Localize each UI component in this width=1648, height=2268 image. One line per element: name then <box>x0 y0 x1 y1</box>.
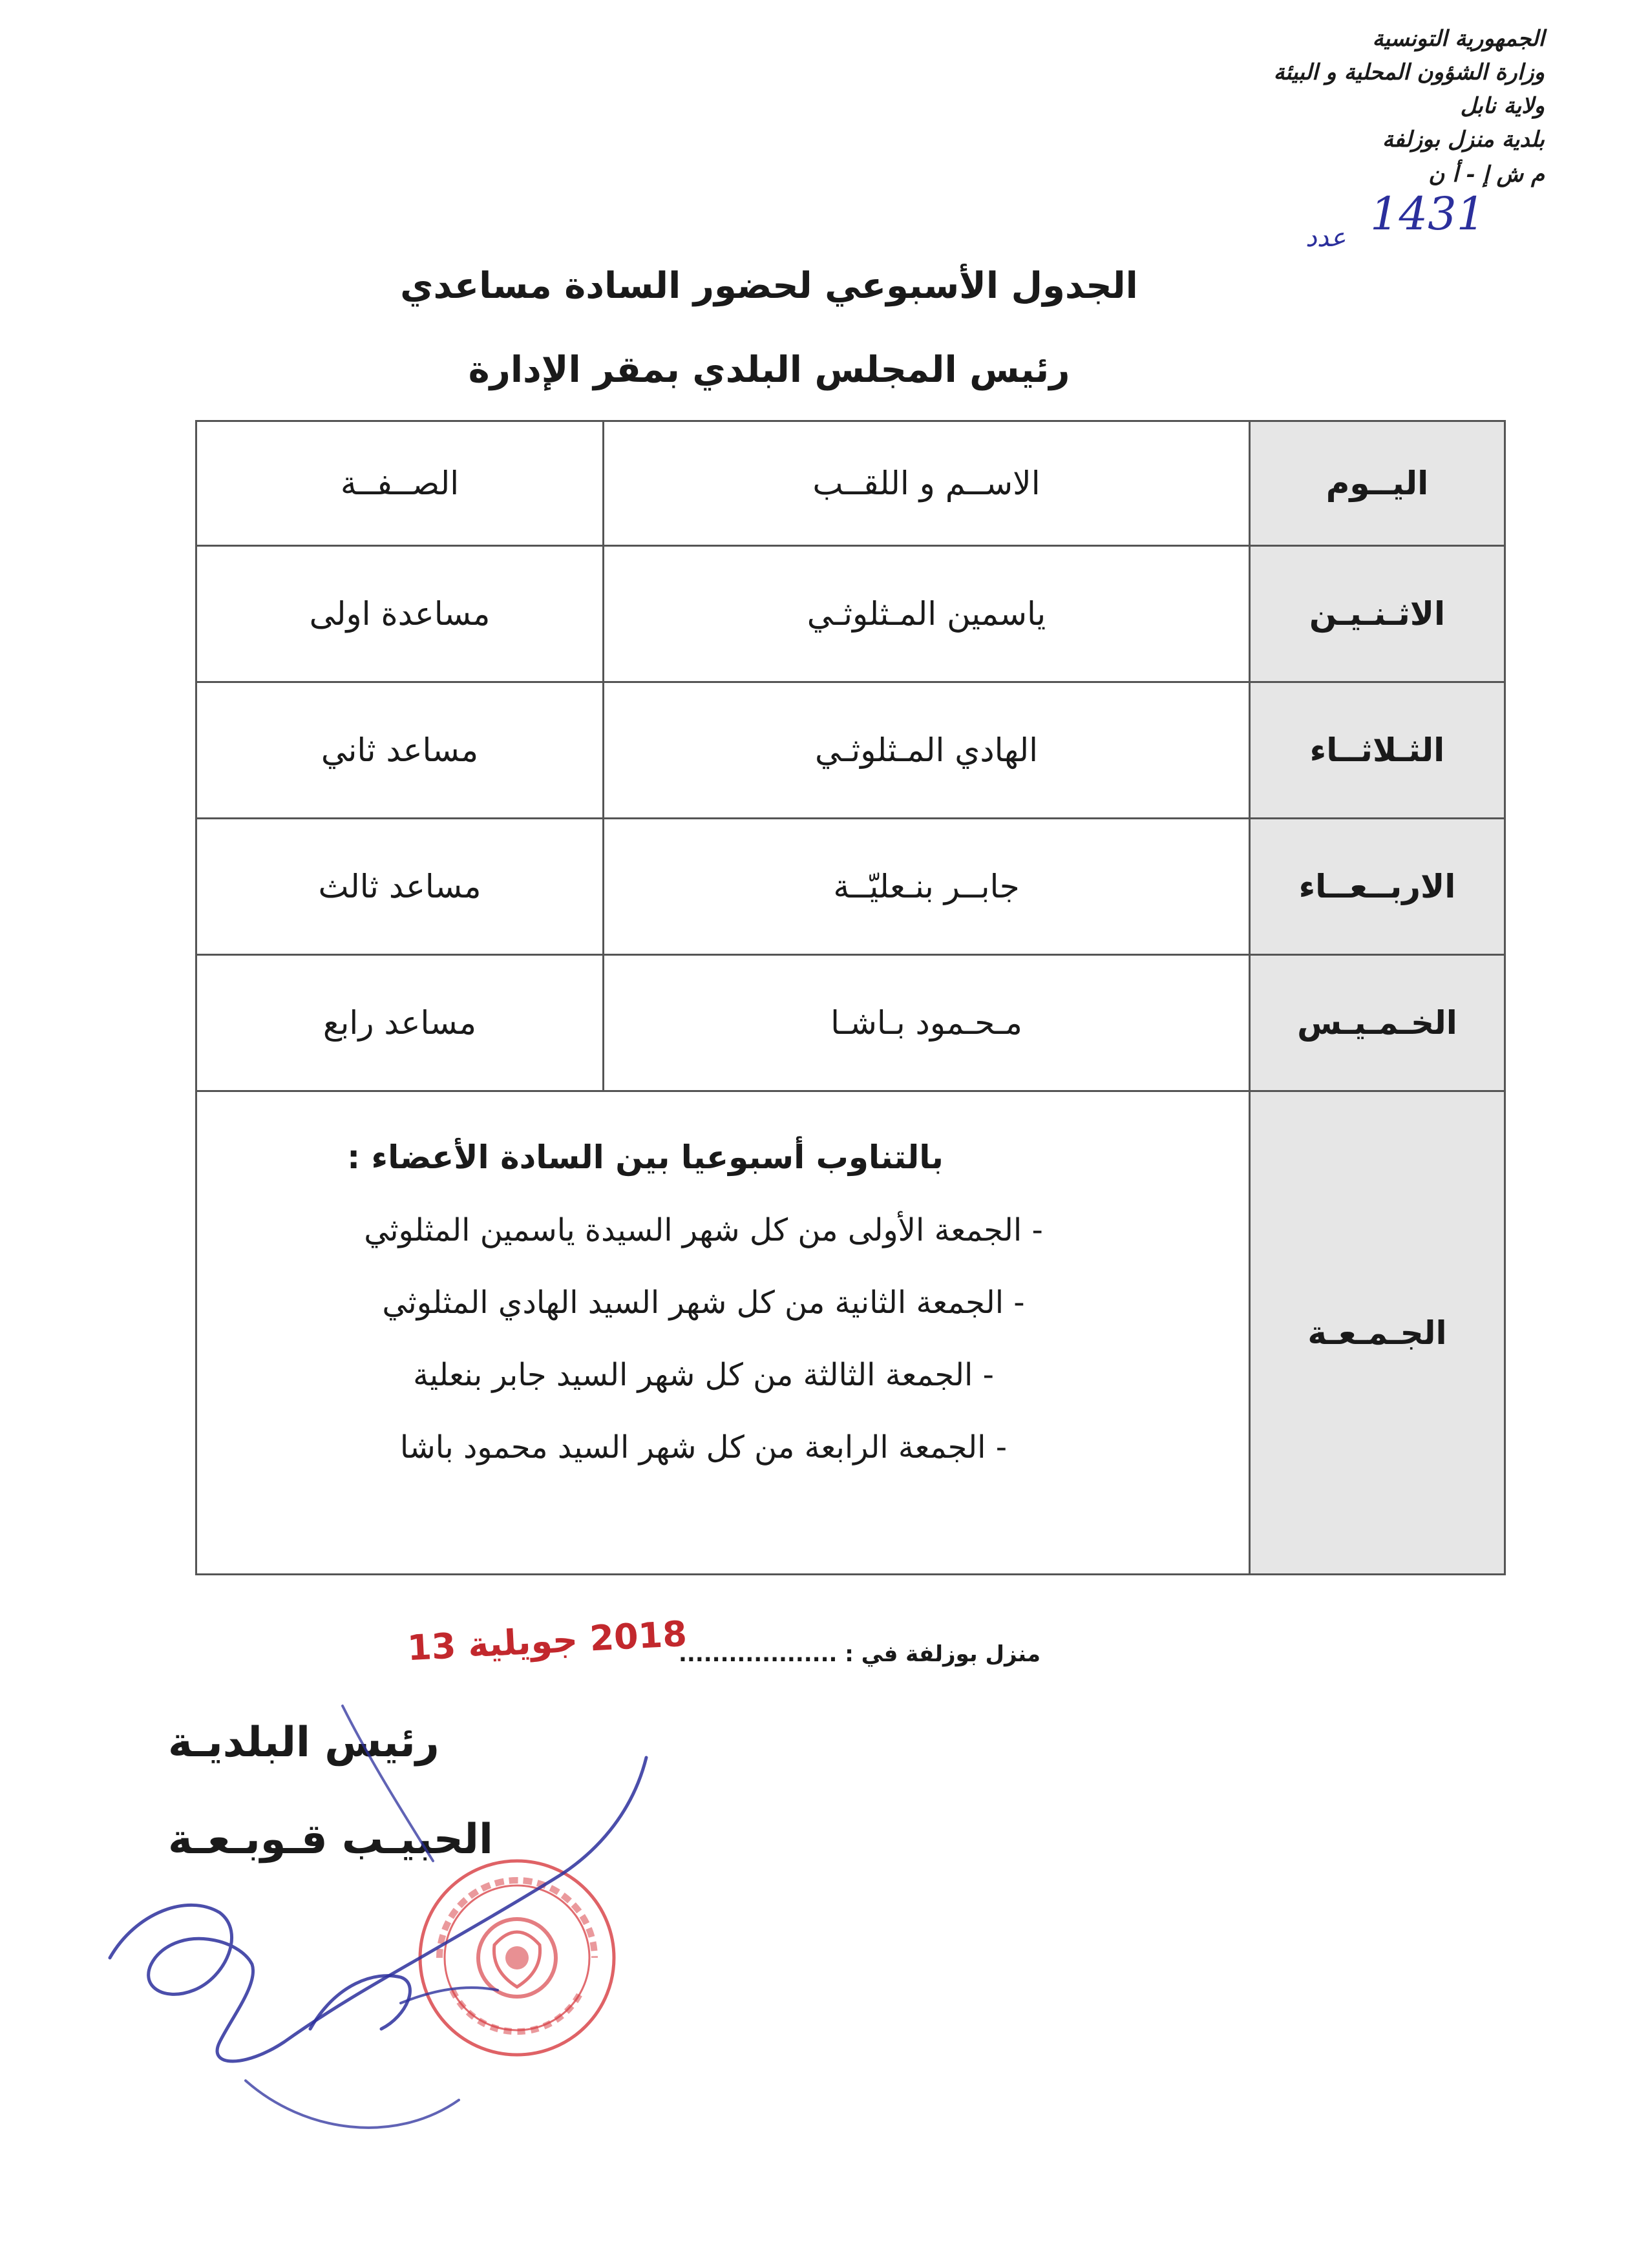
header-ministry: وزارة الشؤون المحلية و البيئة <box>1273 59 1545 85</box>
name-cell: مـحـمود بـاشـا <box>604 955 1250 1091</box>
rotation-line: - الجمعة الثانية من كل شهر السيد الهادي المثلوثي <box>382 1285 1025 1321</box>
day-cell: الاثـنـيـن <box>1250 546 1505 682</box>
day-cell: الاربــعــاء <box>1250 819 1505 955</box>
table-row <box>196 682 1505 819</box>
role-cell: مساعدة اولى <box>196 546 604 682</box>
date-stamp: 2018 جويلية 13 <box>406 1613 688 1669</box>
handwritten-signature <box>97 1680 653 2171</box>
header-republic: الجمهورية التونسية <box>1372 26 1545 52</box>
signatory-title: رئيس البلديـة <box>168 1719 439 1767</box>
header-municipality: بلدية منزل بوزلفة <box>1382 127 1545 152</box>
friday-day-cell: الجـمـعـة <box>1250 1091 1505 1575</box>
table-row <box>196 819 1505 955</box>
reference-prefix: عدد <box>1305 223 1346 253</box>
day-cell: الثـلاثــاء <box>1250 682 1505 819</box>
name-cell: جابــر بنـعليّــة <box>604 819 1250 955</box>
header-name: الاســم و اللقــب <box>604 421 1250 546</box>
document-title-line2: رئيس المجلس البلدي بمقر الإدارة <box>468 349 1070 391</box>
rotation-line: - الجمعة الرابعة من كل شهر السيد محمود باشا <box>399 1429 1008 1465</box>
role-cell: مساعد ثاني <box>196 682 604 819</box>
date-label: منزل بوزلفة في : ................... <box>679 1641 1041 1667</box>
role-cell: مساعد رابع <box>196 955 604 1091</box>
header-role: الصــفــة <box>196 421 604 546</box>
header-day: اليــوم <box>1250 421 1505 546</box>
name-cell: ياسمين المـثلوثـي <box>604 546 1250 682</box>
friday-row <box>196 1091 1505 1575</box>
name-cell: الهادي المـثلوثـي <box>604 682 1250 819</box>
reference-number: 1431 <box>1370 187 1486 240</box>
role-cell: مساعد ثالث <box>196 819 604 955</box>
schedule-table <box>195 420 1506 1575</box>
header-governorate: ولاية نابل <box>1460 93 1545 119</box>
friday-rotation-cell <box>196 1091 1250 1575</box>
table-row <box>196 955 1505 1091</box>
rotation-line: - الجمعة الثالثة من كل شهر السيد جابر بنعلية <box>413 1357 994 1393</box>
rotation-line: - الجمعة الأولى من كل شهر السيدة ياسمين المثلوثي <box>364 1212 1043 1248</box>
table-header-row <box>196 421 1505 546</box>
signatory-name: الحبيـب قـوبـعـة <box>168 1816 493 1864</box>
rotation-title: بالتناوب أسبوعيا بين السادة الأعضاء : <box>347 1139 944 1176</box>
header-department: م ش إ - أ ن <box>1428 162 1545 187</box>
document-title-line1: الجدول الأسبوعي لحضور السادة مساعدي <box>400 265 1138 307</box>
table-row <box>196 546 1505 682</box>
day-cell: الخـمـيـس <box>1250 955 1505 1091</box>
